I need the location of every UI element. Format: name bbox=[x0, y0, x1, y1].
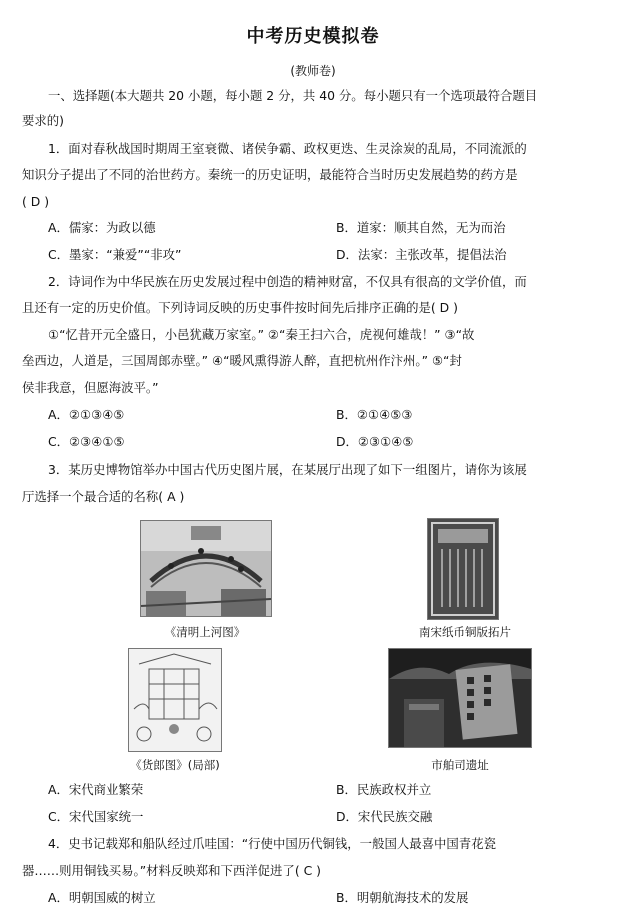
peddler-painting-image bbox=[128, 648, 222, 752]
q2-option-a: A．②①③④⑤ bbox=[48, 407, 125, 422]
q2-poems: ①“忆昔开元全盛日，小邑犹藏万家室。” ②“秦王扫六合，虎视何雄哉！” ③“故 bbox=[48, 327, 475, 342]
q2-option-c: C．②③④①⑤ bbox=[48, 434, 125, 449]
q1-stem-cont: 知识分子提出了不同的治世药方。秦统一的历史证明，最能符合当时历史发展趋势的药方是 bbox=[22, 167, 518, 182]
q2-option-b: B．②①④⑤③ bbox=[336, 407, 413, 422]
page-subtitle: (教师卷) bbox=[290, 64, 336, 78]
section-heading-cont: 要求的) bbox=[22, 113, 65, 128]
q1-option-d: D．法家：主张改革，提倡法治 bbox=[336, 247, 507, 262]
maritime-office-ruins-image bbox=[388, 648, 532, 748]
q2-stem: 2．诗词作为中华民族在历史发展过程中创造的精神财富，不仅具有很高的文学价值，而 bbox=[48, 274, 527, 289]
q4-option-b: B．明朝航海技术的发展 bbox=[336, 890, 469, 905]
page-title: 中考历史模拟卷 bbox=[246, 26, 380, 47]
caption-paper-money: 南宋纸币铜版拓片 bbox=[419, 625, 511, 639]
q4-option-a: A．明朝国威的树立 bbox=[48, 890, 156, 905]
caption-qingming: 《清明上河图》 bbox=[164, 625, 246, 639]
q2-poems-cont: 垒西边，人道是，三国周郎赤壁。” ④“暖风熏得游人醉，直把杭州作汴州。” ⑤“封 bbox=[22, 353, 462, 368]
caption-maritime-office: 市舶司遗址 bbox=[431, 758, 489, 772]
section-heading: 一、选择题(本大题共 20 小题，每小题 2 分，共 40 分。每小题只有一个选项最符合题目 bbox=[48, 88, 538, 103]
q1-option-c: C．墨家：“兼爱”“非攻” bbox=[48, 247, 182, 262]
paper-money-rubbing-image bbox=[427, 518, 499, 620]
q3-stem-cont: 厅选择一个最合适的名称( A ) bbox=[22, 489, 185, 504]
qingming-painting-image bbox=[140, 520, 272, 617]
q3-option-b: B．民族政权并立 bbox=[336, 782, 432, 797]
q2-option-d: D．②③①④⑤ bbox=[336, 434, 414, 449]
caption-peddler: 《货郎图》(局部) bbox=[130, 758, 220, 772]
q3-option-c: C．宋代国家统一 bbox=[48, 809, 144, 824]
q1-option-a: A．儒家：为政以德 bbox=[48, 220, 156, 235]
q1-stem: 1．面对春秋战国时期周王室衰微、诸侯争霸、政权更迭、生灵涂炭的乱局，不同流派的 bbox=[48, 141, 527, 156]
q3-option-d: D．宋代民族交融 bbox=[336, 809, 433, 824]
q2-poems-end: 侯非我意，但愿海波平。” bbox=[22, 380, 159, 395]
q4-stem: 4．史书记载郑和船队经过爪哇国：“行使中国历代铜钱，一般国人最喜中国青花瓷 bbox=[48, 836, 496, 851]
q1-option-b: B．道家：顺其自然，无为而治 bbox=[336, 220, 506, 235]
q3-stem: 3．某历史博物馆举办中国古代历史图片展，在某展厅出现了如下一组图片，请你为该展 bbox=[48, 462, 527, 477]
q4-stem-cont: 器……则用铜钱买易。”材料反映郑和下西洋促进了( C ) bbox=[22, 863, 322, 878]
q3-option-a: A．宋代商业繁荣 bbox=[48, 782, 144, 797]
q1-answer: ( D ) bbox=[22, 194, 50, 209]
q2-stem-cont: 且还有一定的历史价值。下列诗词反映的历史事件按时间先后排序正确的是( D ) bbox=[22, 300, 458, 315]
